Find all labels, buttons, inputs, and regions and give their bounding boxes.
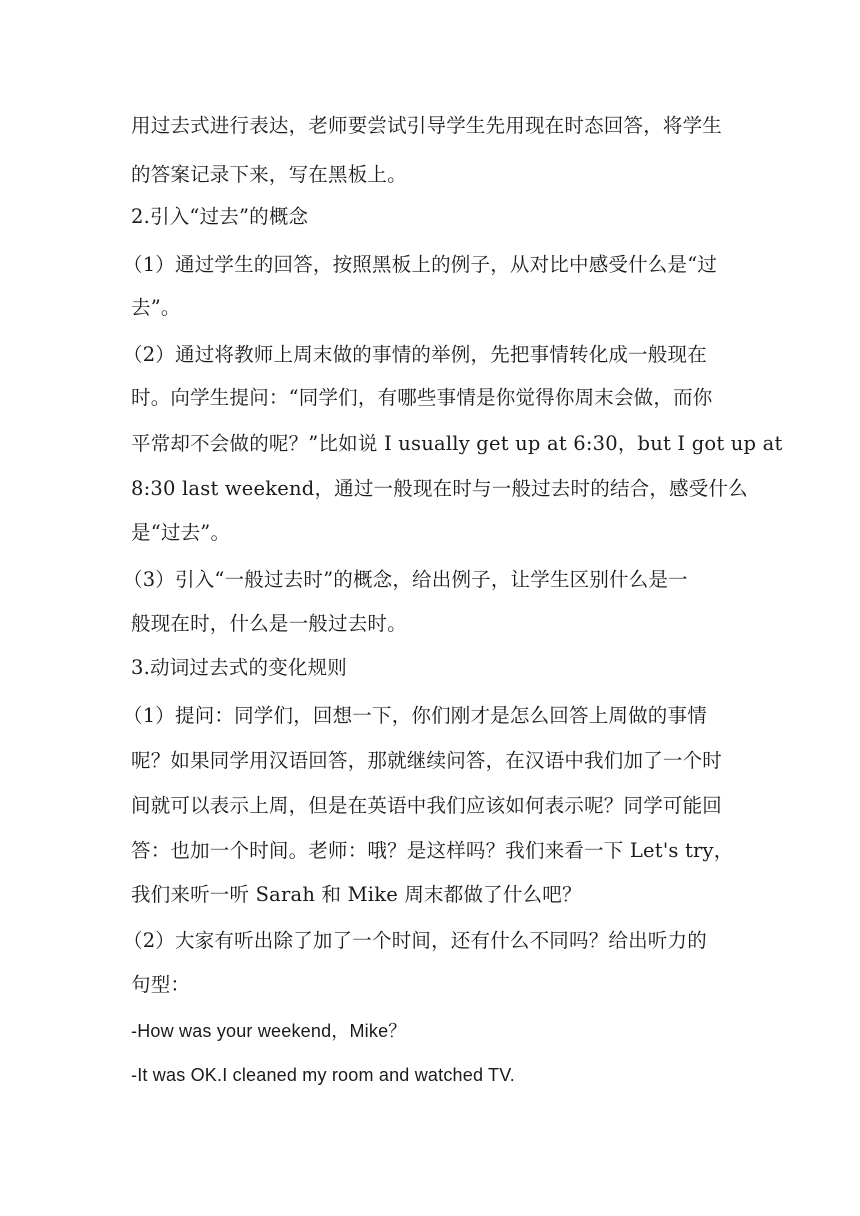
text-line: 句型： — [131, 973, 191, 996]
section-heading: 3.动词过去式的变化规则 — [131, 656, 348, 679]
text-line: 时。向学生提问：“同学们，有哪些事情是你觉得你周末会做，而你 — [131, 386, 713, 409]
text-line: 平常却不会做的呢？”比如说 I usually get up at 6:30，but I got up at — [131, 432, 783, 455]
text-line: 间就可以表示上周，但是在英语中我们应该如何表示呢？同学可能回 — [131, 794, 723, 817]
text-line: 般现在时，什么是一般过去时。 — [131, 612, 407, 635]
text-line: 用过去式进行表达，老师要尝试引导学生先用现在时态回答，将学生 — [131, 114, 723, 137]
text-line: （1）提问：同学们，回想一下，你们刚才是怎么回答上周做的事情 — [123, 704, 707, 727]
text-line: （2）大家有听出除了加了一个时间，还有什么不同吗？给出听力的 — [123, 929, 707, 952]
text-line: 8:30 last weekend，通过一般现在时与一般过去时的结合，感受什么 — [131, 477, 748, 500]
text-line: 呢？如果同学用汉语回答，那就继续问答，在汉语中我们加了一个时 — [131, 749, 723, 772]
section-heading: 2.引入“过去”的概念 — [131, 205, 309, 228]
text-line: 是“过去”。 — [131, 521, 231, 544]
dialogue-line: -How was your weekend，Mike？ — [131, 1021, 407, 1041]
text-line: （1）通过学生的回答，按照黑板上的例子，从对比中感受什么是“过 — [123, 253, 718, 276]
dialogue-line: -It was OK.I cleaned my room and watched TV. — [131, 1065, 515, 1085]
text-line: （2）通过将教师上周末做的事情的举例，先把事情转化成一般现在 — [123, 343, 707, 366]
text-line: 去”。 — [131, 296, 181, 319]
text-line: （3）引入“一般过去时”的概念，给出例子，让学生区别什么是一 — [123, 568, 688, 591]
text-line: 我们来听一听 Sarah 和 Mike 周末都做了什么吧？ — [131, 883, 582, 906]
text-line: 答：也加一个时间。老师：哦？是这样吗？我们来看一下 Let's try， — [131, 839, 734, 862]
text-line: 的答案记录下来，写在黑板上。 — [131, 163, 407, 186]
